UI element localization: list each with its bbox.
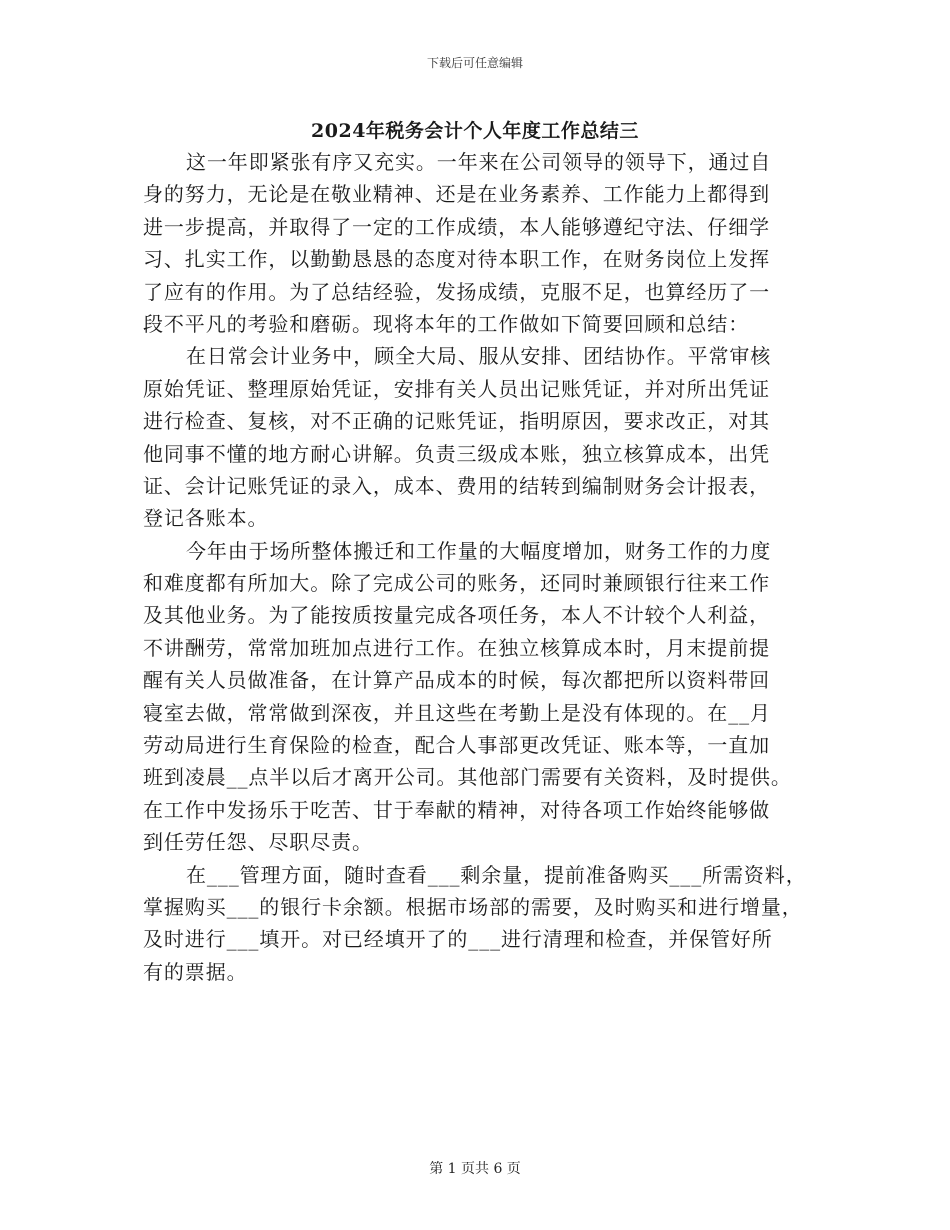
text-line: 劳动局进行生育保险的检查，配合人事部更改凭证、账本等，一直加 — [143, 733, 770, 758]
text-line: 在工作中发扬乐于吃苦、甘于奉献的精神，对待各项工作始终能够做 — [143, 797, 770, 822]
text-line: 了应有的作用。为了总结经验，发扬成绩，克服不足，也算经历了一 — [143, 279, 770, 304]
text-line: 及其他业务。为了能按质按量完成各项任务，本人不计较个人利益， — [143, 603, 770, 628]
text-line: 进一步提高，并取得了一定的工作成绩，本人能够遵纪守法、仔细学 — [143, 214, 770, 239]
text-line: 登记各账本。 — [143, 506, 269, 531]
text-line: 寝室去做，常常做到深夜，并且这些在考勤上是没有体现的。在__月 — [143, 700, 771, 725]
text-line: 到任劳任怨、尽职尽责。 — [143, 830, 373, 855]
text-line: 醒有关人员做准备，在计算产品成本的时候，每次都把所以资料带回 — [143, 668, 770, 693]
text-line: 班到凌晨__点半以后才离开公司。其他部门需要有关资料，及时提供。 — [143, 765, 792, 790]
text-line: 在___管理方面，随时查看___剩余量，提前准备购买___所需资料， — [186, 862, 807, 887]
text-line: 今年由于场所整体搬迁和工作量的大幅度增加，财务工作的力度 — [186, 538, 772, 563]
text-line: 段不平凡的考验和磨砺。现将本年的工作做如下简要回顾和总结： — [143, 311, 750, 336]
text-line: 身的努力，无论是在敬业精神、还是在业务素养、工作能力上都得到 — [143, 182, 770, 207]
text-line: 不讲酬劳，常常加班加点进行工作。在独立核算成本时，月末提前提 — [143, 635, 770, 660]
page-footer: 第 1 页共 6 页 — [429, 1161, 521, 1177]
text-line: 和难度都有所加大。除了完成公司的账务，还同时兼顾银行往来工作 — [143, 571, 770, 596]
text-line: 原始凭证、整理原始凭证，安排有关人员出记账凭证，并对所出凭证 — [143, 376, 770, 401]
document-body — [143, 146, 813, 988]
text-line: 习、扎实工作，以勤勤恳恳的态度对待本职工作，在财务岗位上发挥 — [143, 247, 770, 272]
text-line: 在日常会计业务中，顾全大局、服从安排、团结协作。平常审核 — [186, 344, 772, 369]
text-line: 证、会计记账凭证的录入，成本、费用的结转到编制财务会计报表， — [143, 473, 770, 498]
text-line: 进行检查、复核，对不正确的记账凭证，指明原因，要求改正，对其 — [143, 409, 770, 434]
document-title: 2024年税务会计个人年度工作总结三 — [311, 120, 639, 142]
text-line: 及时进行___填开。对已经填开了的___进行清理和检查，并保管好所 — [143, 927, 773, 952]
text-line: 这一年即紧张有序又充实。一年来在公司领导的领导下，通过自 — [186, 150, 772, 174]
text-line: 掌握购买___的银行卡余额。根据市场部的需要，及时购买和进行增量， — [143, 894, 803, 919]
header-note: 下载后可任意编辑 — [426, 56, 523, 70]
text-line: 有的票据。 — [143, 959, 248, 984]
text-line: 他同事不懂的地方耐心讲解。负责三级成本账，独立核算成本，出凭 — [143, 441, 770, 466]
